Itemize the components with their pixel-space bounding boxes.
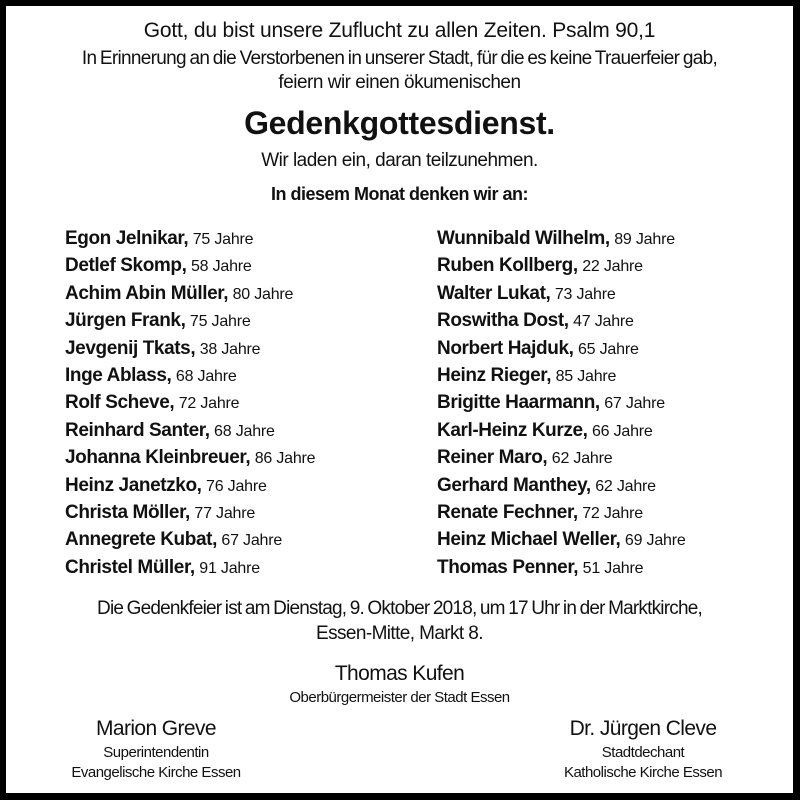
signature-protestant	[6, 715, 306, 783]
deceased-name: Annegrete Kubat,	[65, 529, 217, 551]
list-item	[65, 499, 315, 526]
list-item	[65, 526, 315, 553]
list-item	[65, 280, 315, 307]
deceased-name: Detlef Skomp,	[65, 255, 187, 277]
deceased-name: Achim Abin Müller,	[65, 282, 229, 304]
list-item	[437, 225, 686, 252]
deceased-name: Reiner Maro,	[437, 447, 548, 469]
list-item	[65, 444, 315, 471]
list-item	[65, 417, 315, 444]
deceased-name: Norbert Hajduk,	[437, 337, 574, 359]
deceased-age: 47 Jahre	[573, 313, 634, 331]
deceased-age: 73 Jahre	[554, 285, 616, 303]
signatory-organization: Evangelische Kirche Essen	[71, 764, 241, 781]
list-item	[437, 280, 686, 307]
list-heading: In diesem Monat denken wir an:	[270, 184, 529, 204]
deceased-age: 62 Jahre	[551, 450, 613, 468]
event-details-line-2: Essen-Mitte, Markt 8.	[316, 623, 483, 644]
intro-line-1: In Erinnerung an die Verstorbenen in unserer Stadt, für die es keine Trauerfeier gab,	[81, 48, 718, 69]
list-item	[65, 389, 315, 416]
signatory-role: Stadtdechant	[601, 744, 685, 761]
deceased-age: 69 Jahre	[624, 532, 686, 550]
deceased-name: Christa Möller,	[65, 501, 190, 523]
list-item	[437, 252, 686, 279]
list-item	[65, 252, 315, 279]
deceased-age: 62 Jahre	[595, 477, 656, 495]
deceased-age: 72 Jahre	[582, 504, 643, 522]
list-item	[437, 526, 686, 553]
signatory-role: Superintendentin	[103, 744, 209, 761]
list-item	[437, 335, 686, 362]
deceased-name: Christel Müller,	[65, 556, 195, 578]
deceased-age: 51 Jahre	[582, 559, 644, 577]
deceased-age: 65 Jahre	[577, 340, 639, 358]
deceased-age: 89 Jahre	[614, 231, 675, 248]
mayor-name: Thomas Kufen	[334, 662, 465, 685]
signatory-name: Marion Greve	[95, 717, 216, 740]
list-item	[65, 307, 315, 334]
deceased-age: 80 Jahre	[232, 285, 294, 303]
list-item	[65, 472, 315, 499]
deceased-name: Roswitha Dost,	[437, 310, 569, 332]
list-item	[437, 554, 686, 581]
deceased-name: Egon Jelnikar,	[65, 228, 189, 249]
deceased-name: Ruben Kollberg,	[437, 255, 578, 277]
deceased-age: 67 Jahre	[604, 395, 665, 413]
list-item	[437, 499, 686, 526]
deceased-age: 67 Jahre	[221, 532, 283, 550]
deceased-age: 72 Jahre	[178, 395, 240, 413]
deceased-age: 91 Jahre	[199, 559, 260, 577]
deceased-name: Heinz Rieger,	[437, 364, 552, 386]
deceased-age: 75 Jahre	[192, 231, 254, 248]
deceased-age: 68 Jahre	[214, 422, 275, 440]
deceased-age: 77 Jahre	[194, 504, 256, 522]
list-item	[437, 417, 686, 444]
deceased-name: Thomas Penner,	[437, 556, 579, 578]
list-item	[437, 307, 686, 334]
deceased-age: 66 Jahre	[591, 422, 653, 440]
deceased-name: Renate Fechner,	[437, 501, 578, 523]
mayor-role: Oberbürgermeister der Stadt Essen	[289, 689, 510, 706]
intro-line-2: feiern wir einen ökumenischen	[278, 72, 521, 93]
deceased-name: Johanna Kleinbreuer,	[65, 447, 251, 469]
deceased-age: 58 Jahre	[190, 258, 252, 276]
deceased-age: 22 Jahre	[582, 258, 643, 276]
deceased-list-right	[437, 225, 686, 581]
deceased-name: Rolf Scheve,	[65, 392, 175, 414]
deceased-name: Heinz Janetzko,	[65, 474, 202, 496]
deceased-name: Reinhard Santer,	[65, 419, 210, 441]
list-item	[437, 362, 686, 389]
deceased-name: Gerhard Manthey,	[437, 474, 591, 496]
deceased-age: 85 Jahre	[555, 367, 617, 385]
list-item	[65, 554, 315, 581]
list-item	[437, 444, 686, 471]
deceased-name: Jürgen Frank,	[65, 310, 186, 332]
signature-catholic	[493, 715, 793, 783]
deceased-name: Karl-Heinz Kurze,	[437, 419, 588, 441]
list-item	[437, 472, 686, 499]
headline: Gedenkgottesdienst.	[244, 105, 555, 141]
deceased-name: Wunnibald Wilhelm,	[437, 228, 610, 249]
deceased-list-left	[65, 225, 315, 581]
signatory-name: Dr. Jürgen Cleve	[569, 717, 717, 740]
deceased-name: Brigitte Haarmann,	[437, 392, 600, 414]
list-item	[437, 389, 686, 416]
psalm-verse: Gott, du bist unsere Zuflucht zu allen Zeiten. Psalm 90,1	[143, 19, 656, 42]
event-details-line-1: Die Gedenkfeier ist am Dienstag, 9. Oktober 2018, um 17 Uhr in der Marktkirche,	[97, 598, 702, 619]
invitation: Wir laden ein, daran teilzunehmen.	[261, 150, 538, 171]
deceased-age: 68 Jahre	[175, 367, 237, 385]
deceased-age: 38 Jahre	[199, 340, 261, 358]
list-item	[65, 335, 315, 362]
deceased-age: 86 Jahre	[254, 450, 316, 468]
deceased-age: 75 Jahre	[189, 313, 251, 331]
signatory-organization: Katholische Kirche Essen	[563, 764, 723, 781]
deceased-age: 76 Jahre	[206, 477, 267, 495]
deceased-name: Walter Lukat,	[437, 282, 551, 304]
deceased-name: Heinz Michael Weller,	[437, 529, 621, 551]
deceased-name: Inge Ablass,	[65, 364, 172, 386]
notice-card	[6, 6, 793, 793]
list-item	[65, 362, 315, 389]
deceased-name: Jevgenij Tkats,	[65, 337, 196, 359]
list-item	[65, 225, 315, 252]
